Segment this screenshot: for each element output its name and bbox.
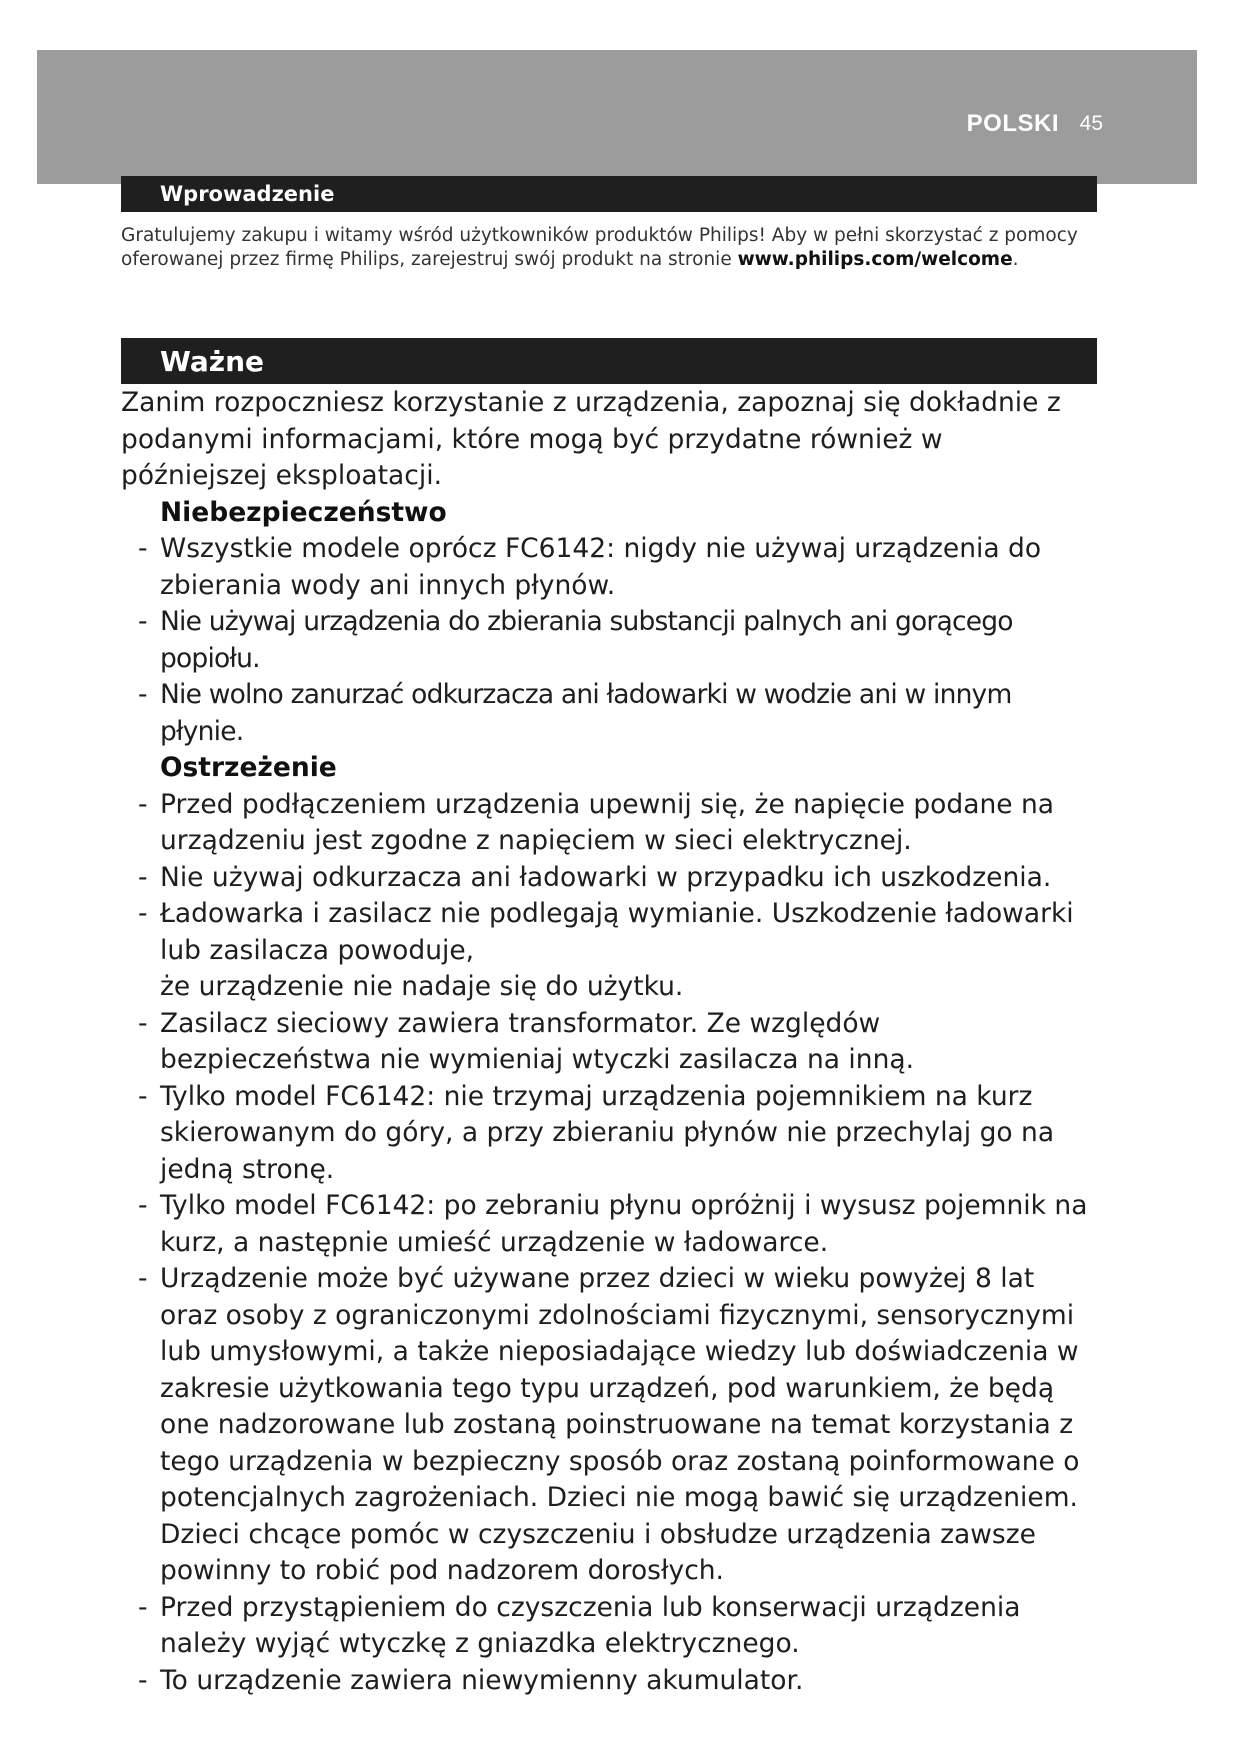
list-item: - Wszystkie modele oprócz FC6142: nigdy nie używaj urządzenia do zbierania wody ani innych płynów. bbox=[138, 533, 1042, 601]
section-heading-important: Ważne bbox=[121, 338, 1097, 384]
intro-text-end: . bbox=[1012, 249, 1019, 270]
danger-heading: Niebezpieczeństwo bbox=[160, 496, 447, 528]
intro-paragraph bbox=[121, 224, 1081, 272]
section-heading-intro: Wprowadzenie bbox=[121, 176, 1097, 212]
list-item: - Urządzenie może być używane przez dzieci w wieku powyżej 8 lat oraz osoby z ograniczonymi zdolnościami fizycznymi, sensorycznymi lub umysłowymi, a także nieposiadające wiedzy lub doświadczenia w zakresie użytkowania tego typu urządzeń, pod warunkiem, że będą one nadzorowane lub zostaną poinstruowane na temat korzystania z tego urządzenia w bezpieczny sposób oraz zostaną poinformowane o potencjalnych zagrożeniach. Dzieci nie mogą bawić się urządzeniem. Dzieci chcące pomóc w czyszczeniu i obsłudze urządzenia zawsze powinny to robić pod nadzorem dorosłych. bbox=[138, 1263, 1080, 1586]
list-item: - Nie używaj odkurzacza ani ładowarki w przypadku ich uszkodzenia. bbox=[138, 861, 1052, 893]
intro-text: Gratulujemy zakupu i witamy wśród użytkowników produktów Philips! Aby w pełni skorzystać z pomocy oferowanej przez firmę Philips, zarejestruj swój produkt na stronie bbox=[121, 225, 1078, 270]
page-number: 45 bbox=[1079, 112, 1103, 135]
list-item: - To urządzenie zawiera niewymienny akumulator. bbox=[138, 1664, 804, 1696]
list-item: - Tylko model FC6142: po zebraniu płynu opróżnij i wysusz pojemnik na kurz, a następnie umieść urządzenie w ładowarce. bbox=[138, 1190, 1088, 1258]
important-lead: Zanim rozpoczniesz korzystanie z urządzenia, zapoznaj się dokładnie z podanymi informacjami, które mogą być przydatne również w późniejszej eksploatacji. bbox=[121, 387, 1061, 491]
warning-list bbox=[121, 787, 1097, 1700]
language-label: POLSKI bbox=[966, 110, 1059, 137]
list-item-continuation: że urządzenie nie nadaje się do użytku. bbox=[160, 971, 684, 1002]
list-item: - Nie używaj urządzenia do zbierania substancji palnych ani gorącego popiołu. bbox=[138, 606, 1013, 674]
list-item: - Nie wolno zanurzać odkurzacza ani ładowarki w wodzie ani w innym płynie. bbox=[138, 679, 1012, 747]
warning-heading: Ostrzeżenie bbox=[160, 752, 337, 783]
list-item: - Przed przystąpieniem do czyszczenia lub konserwacji urządzenia należy wyjąć wtyczkę z gniazdka elektrycznego. bbox=[138, 1591, 1021, 1659]
danger-list bbox=[121, 531, 1097, 750]
registration-link[interactable]: www.philips.com/welcome bbox=[737, 249, 1013, 270]
important-section bbox=[121, 385, 1097, 1699]
list-item: - Zasilacz sieciowy zawiera transformator. Ze względów bezpieczeństwa nie wymieniaj wtyczki zasilacza na inną. bbox=[138, 1007, 915, 1075]
list-item: - Tylko model FC6142: nie trzymaj urządzenia pojemnikiem na kurz skierowanym do góry, a przy zbieraniu płynów nie przechylaj go na jedną stronę. bbox=[138, 1080, 1055, 1185]
list-item: - Ładowarka i zasilacz nie podlegają wymianie. Uszkodzenie ładowarki lub zasilacza powoduje, bbox=[138, 898, 1074, 966]
list-item: - Przed podłączeniem urządzenia upewnij się, że napięcie podane na urządzeniu jest zgodne z napięciem w sieci elektrycznej. bbox=[138, 788, 1054, 856]
